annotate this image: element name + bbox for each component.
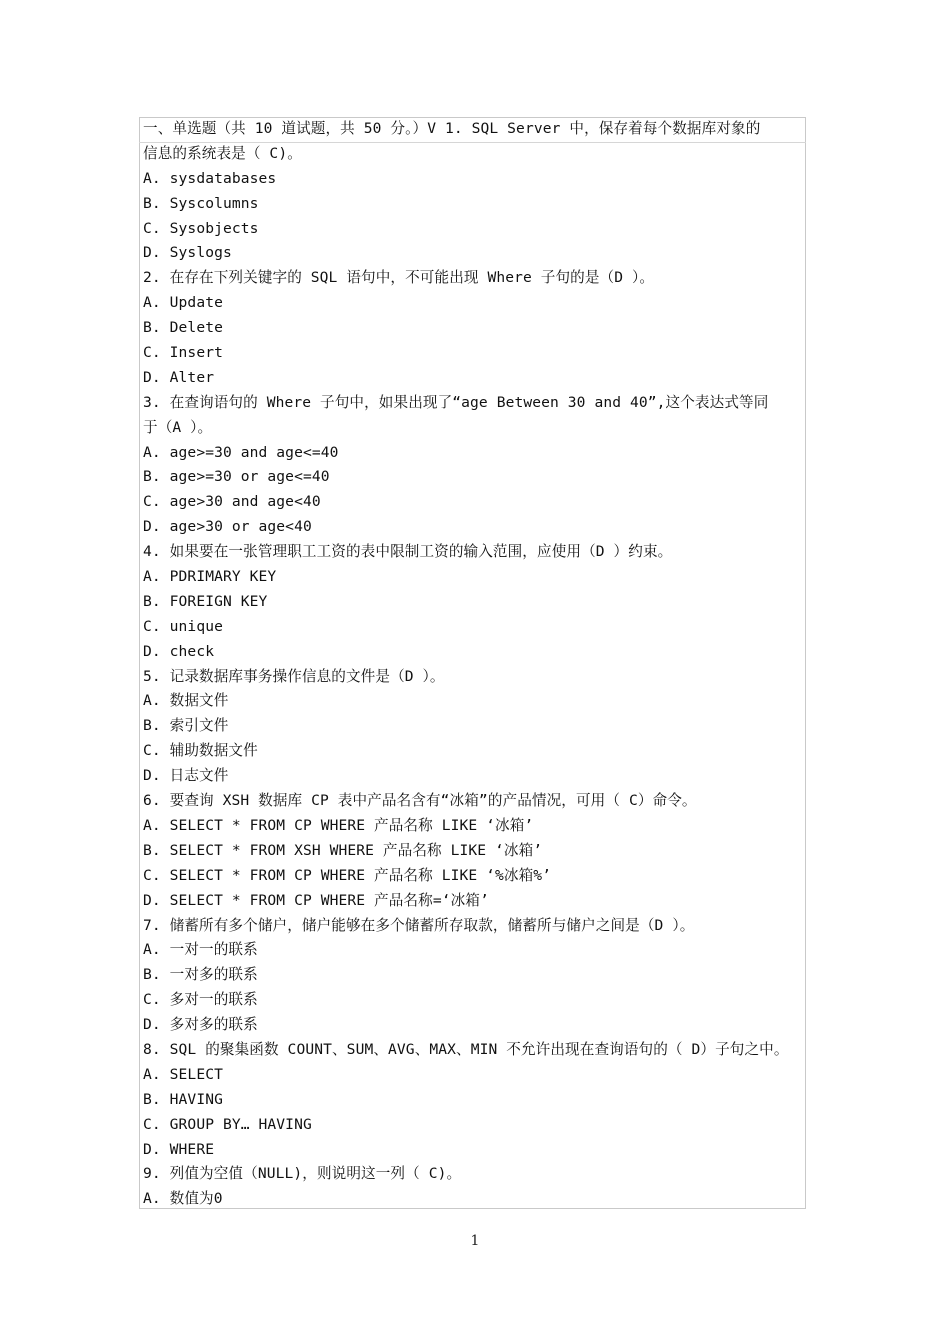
text-line: 5. 记录数据库事务操作信息的文件是（D ）。: [143, 667, 445, 685]
text-line: D. 日志文件: [143, 767, 229, 785]
text-line: 4. 如果要在一张管理职工工资的表中限制工资的输入范围，应使用（D ）约束。: [143, 543, 673, 561]
text-line: C. 多对一的联系: [143, 991, 258, 1009]
text-line: 于（A ）。: [143, 418, 213, 436]
text-line: C. unique: [143, 617, 223, 635]
text-line: B. HAVING: [143, 1090, 223, 1108]
text-line: A. 一对一的联系: [143, 941, 258, 959]
text-line: A. 数值为0: [143, 1190, 223, 1208]
text-line: 8. SQL 的聚集函数 COUNT、SUM、AVG、MAX、MIN 不允许出现在查询语句的（ D）子句之中。: [143, 1040, 789, 1058]
text-line: C. Sysobjects: [143, 219, 259, 237]
text-line: 7. 储蓄所有多个储户，储户能够在多个储蓄所存取款，储蓄所与储户之间是（D ）。: [143, 916, 695, 934]
text-line: A. age>=30 and age<=40: [143, 443, 339, 461]
text-line: B. Syscolumns: [143, 194, 259, 212]
text-line: 一、单选题（共 10 道试题，共 50 分。）V 1. SQL Server 中，保存着每个数据库对象的: [143, 120, 761, 137]
text-line: D. SELECT * FROM CP WHERE 产品名称=‘冰箱’: [143, 891, 489, 909]
text-line: A. sysdatabases: [143, 169, 277, 187]
text-line: C. SELECT * FROM CP WHERE 产品名称 LIKE ‘%冰箱%’: [143, 866, 552, 884]
text-line: A. PDRIMARY KEY: [143, 568, 277, 586]
text-line: A. SELECT: [143, 1065, 223, 1083]
text-line: 3. 在查询语句的 Where 子句中，如果出现了“age Between 30 and 40”,这个表达式等同: [143, 393, 769, 411]
text-line: B. SELECT * FROM XSH WHERE 产品名称 LIKE ‘冰箱’: [143, 841, 543, 859]
text-line: C. 辅助数据文件: [143, 742, 258, 760]
text-line: D. WHERE: [143, 1140, 215, 1158]
text-line: 信息的系统表是（ C)。: [143, 144, 302, 162]
text-line: B. 索引文件: [143, 717, 229, 735]
text-line: C. GROUP BY… HAVING: [143, 1115, 312, 1133]
text-line: B. FOREIGN KEY: [143, 592, 268, 610]
text-line: C. Insert: [143, 344, 223, 362]
text-line: D. Alter: [143, 368, 215, 386]
text-line: B. 一对多的联系: [143, 966, 258, 984]
text-line: A. SELECT * FROM CP WHERE 产品名称 LIKE ‘冰箱’: [143, 816, 534, 834]
text-line: 9. 列值为空值（NULL)，则说明这一列（ C)。: [143, 1165, 462, 1183]
question-text-block: [143, 117, 803, 1212]
text-line: A. 数据文件: [143, 692, 229, 710]
text-line: 2. 在存在下列关键字的 SQL 语句中，不可能出现 Where 子句的是（D ）。: [143, 269, 655, 287]
text-line: D. Syslogs: [143, 244, 232, 262]
page-number: 1: [470, 1233, 480, 1249]
text-line: B. age>=30 or age<=40: [143, 468, 330, 486]
text-line: D. check: [143, 642, 215, 660]
text-line: C. age>30 and age<40: [143, 493, 321, 511]
text-line: D. 多对多的联系: [143, 1016, 258, 1034]
text-line: A. Update: [143, 294, 223, 312]
text-line: 6. 要查询 XSH 数据库 CP 表中产品名含有“冰箱”的产品情况，可用（ C）命令。: [143, 792, 697, 810]
text-line: B. Delete: [143, 319, 223, 337]
text-line: D. age>30 or age<40: [143, 518, 312, 536]
